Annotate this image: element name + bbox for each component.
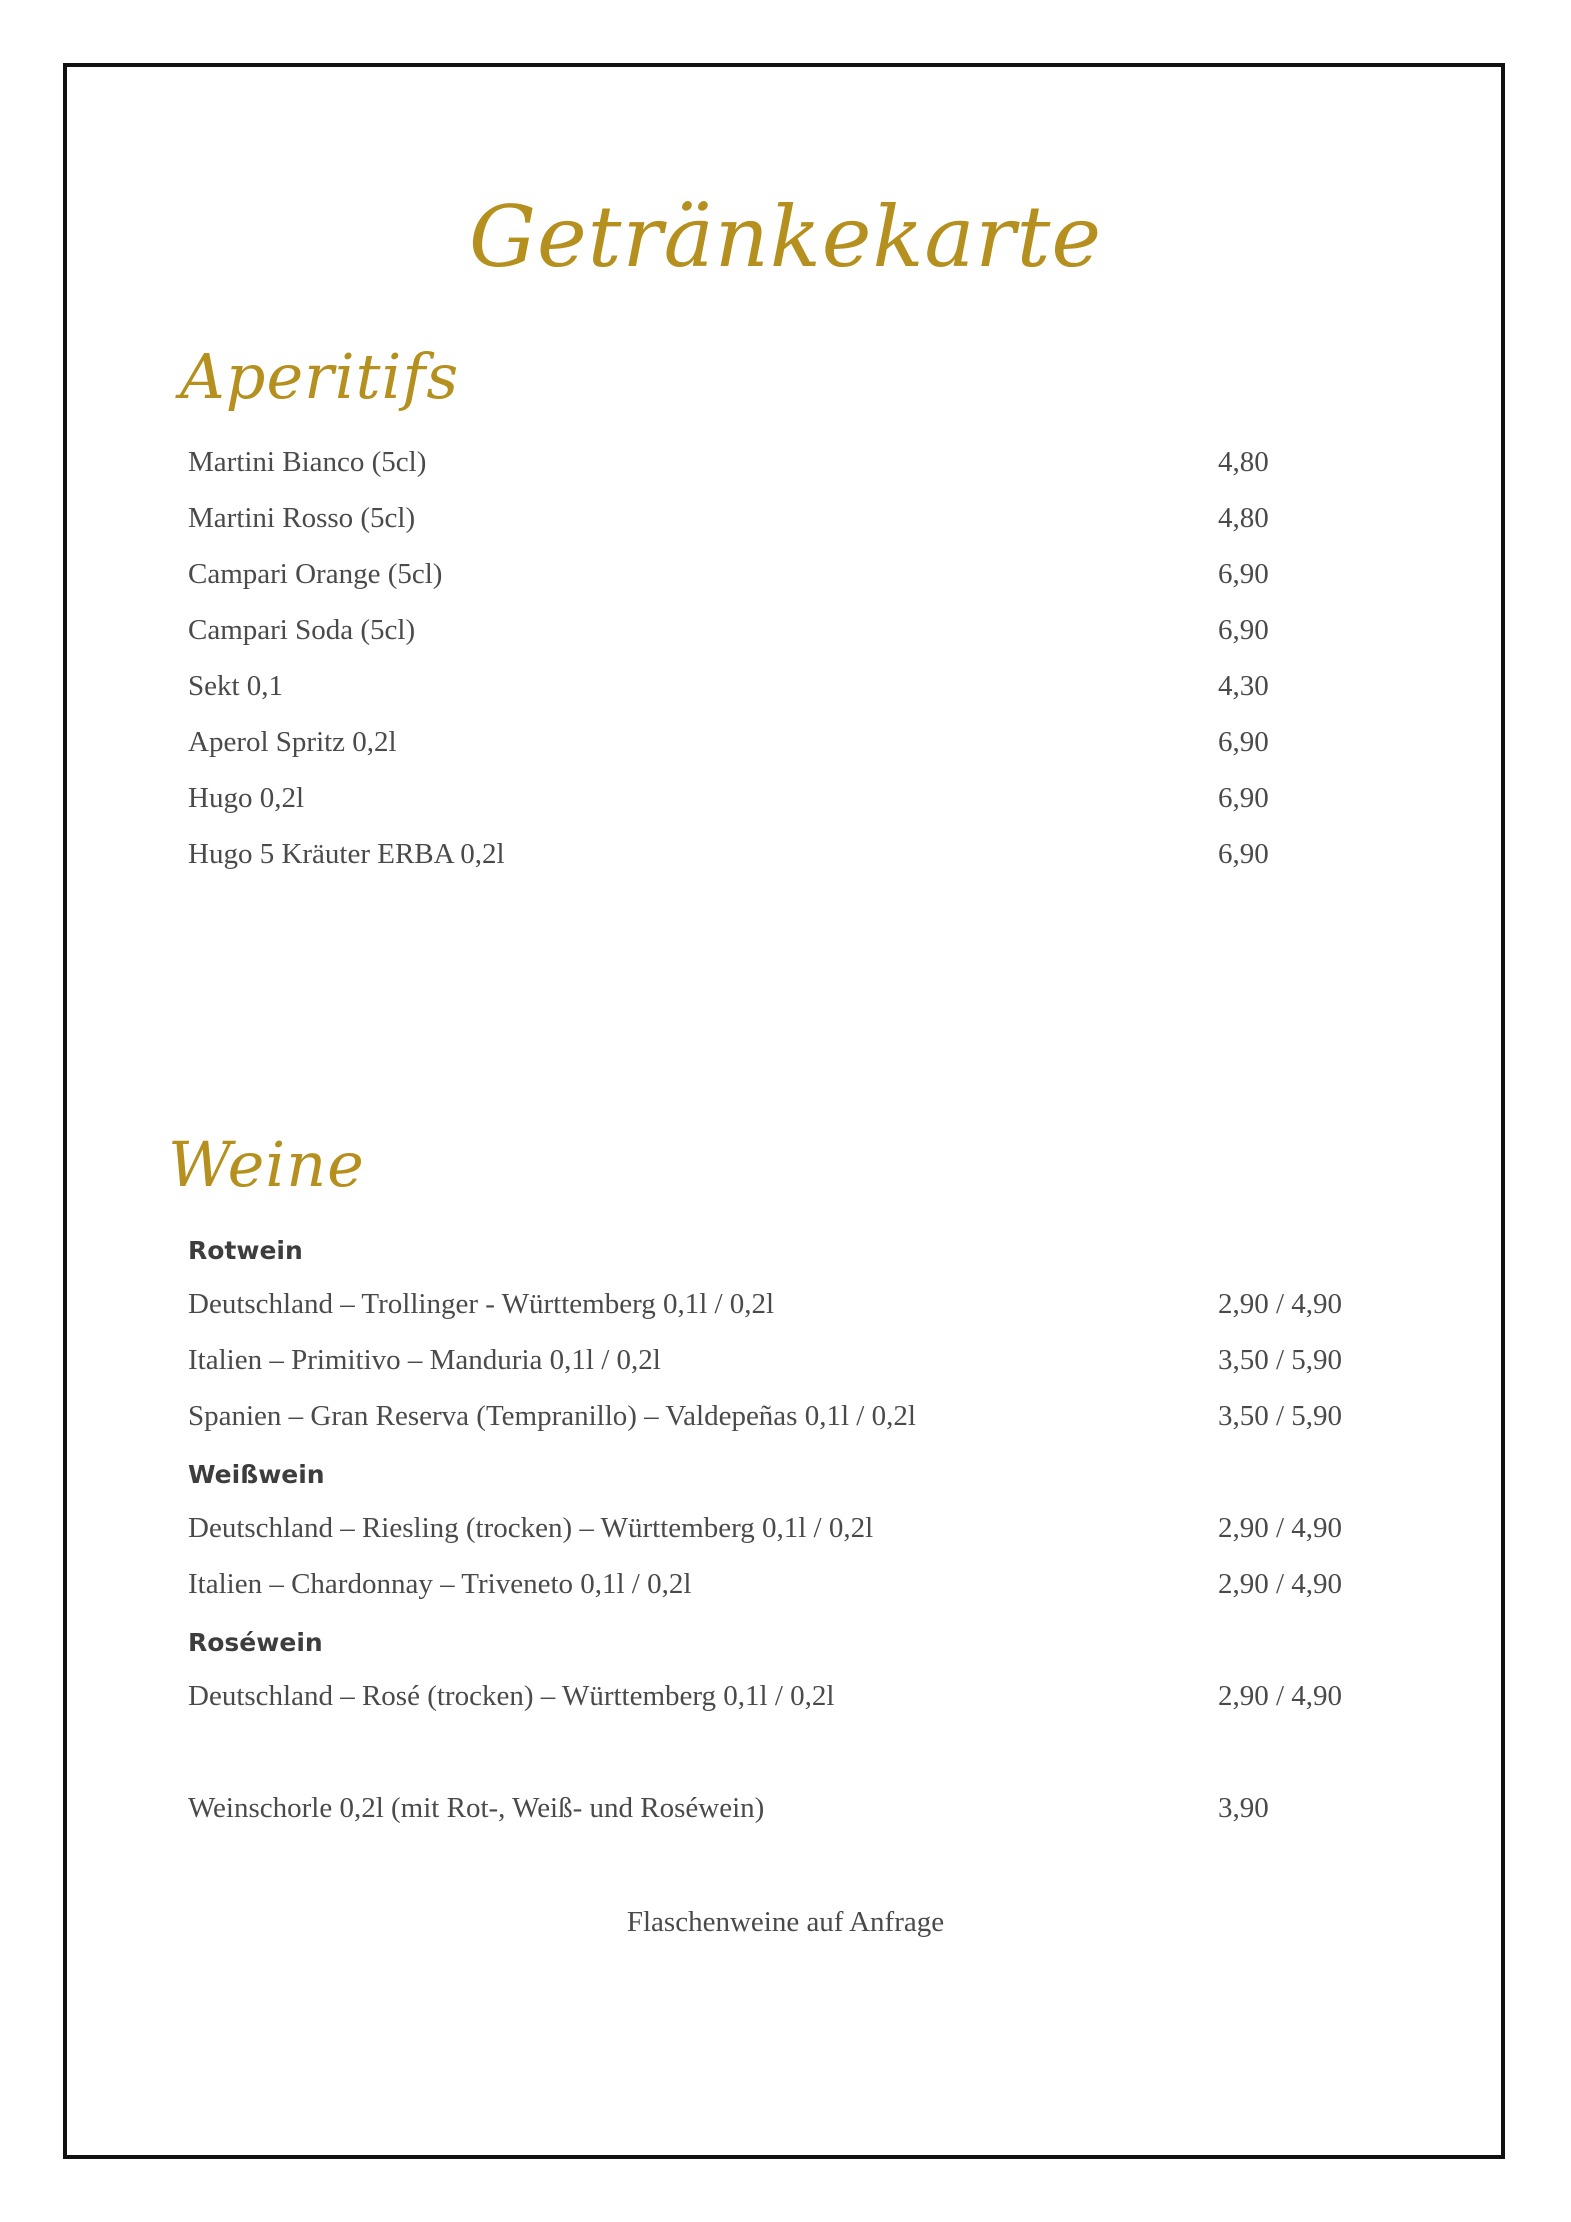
menu-row xyxy=(188,502,1388,542)
menu-row xyxy=(188,838,1388,878)
item-price: 2,90 / 4,90 xyxy=(1218,1568,1343,1600)
menu-row xyxy=(188,558,1388,598)
subheading-rotwein: Rotwein xyxy=(188,1236,303,1265)
subheading-rosewein: Roséwein xyxy=(188,1628,323,1657)
item-price: 3,50 / 5,90 xyxy=(1218,1400,1343,1432)
menu-row xyxy=(188,614,1388,654)
footer-note: Flaschenweine auf Anfrage xyxy=(626,1906,945,1938)
menu-row xyxy=(188,1680,1388,1720)
item-price: 4,30 xyxy=(1218,670,1269,702)
page-title: Getränkekarte xyxy=(468,188,1103,286)
item-name: Deutschland – Rosé (trocken) – Württemberg 0,1l / 0,2l xyxy=(188,1680,835,1712)
menu-row xyxy=(188,1288,1388,1328)
item-price: 2,90 / 4,90 xyxy=(1218,1512,1343,1544)
subheading-weisswein: Weißwein xyxy=(188,1460,325,1489)
menu-row xyxy=(188,1512,1388,1552)
item-price: 2,90 / 4,90 xyxy=(1218,1288,1343,1320)
menu-row-schorle xyxy=(188,1792,1388,1832)
item-name: Hugo 5 Kräuter ERBA 0,2l xyxy=(188,838,505,870)
menu-row xyxy=(188,446,1388,486)
item-price: 6,90 xyxy=(1218,726,1269,758)
section-heading-aperitifs: Aperitifs xyxy=(180,340,460,413)
item-name: Aperol Spritz 0,2l xyxy=(188,726,397,758)
item-price: 4,80 xyxy=(1218,502,1269,534)
item-price: 6,90 xyxy=(1218,838,1269,870)
item-name: Weinschorle 0,2l (mit Rot-, Weiß- und Roséwein) xyxy=(188,1792,765,1824)
item-name: Martini Bianco (5cl) xyxy=(188,446,427,478)
item-name: Hugo 0,2l xyxy=(188,782,304,814)
menu-row xyxy=(188,1568,1388,1608)
item-price: 2,90 / 4,90 xyxy=(1218,1680,1343,1712)
item-price: 3,50 / 5,90 xyxy=(1218,1344,1343,1376)
item-price: 3,90 xyxy=(1218,1792,1269,1824)
item-name: Deutschland – Riesling (trocken) – Württemberg 0,1l / 0,2l xyxy=(188,1512,874,1544)
item-name: Campari Soda (5cl) xyxy=(188,614,416,646)
item-name: Martini Rosso (5cl) xyxy=(188,502,416,534)
menu-row xyxy=(188,670,1388,710)
item-name: Deutschland – Trollinger - Württemberg 0,1l / 0,2l xyxy=(188,1288,775,1320)
item-price: 4,80 xyxy=(1218,446,1269,478)
section-heading-weine: Weine xyxy=(168,1128,365,1201)
item-price: 6,90 xyxy=(1218,614,1269,646)
menu-row xyxy=(188,726,1388,766)
menu-row xyxy=(188,782,1388,822)
item-name: Spanien – Gran Reserva (Tempranillo) – Valdepeñas 0,1l / 0,2l xyxy=(188,1400,916,1432)
item-name: Campari Orange (5cl) xyxy=(188,558,443,590)
item-name: Italien – Chardonnay – Triveneto 0,1l / 0,2l xyxy=(188,1568,692,1600)
menu-row xyxy=(188,1344,1388,1384)
item-name: Sekt 0,1 xyxy=(188,670,284,702)
item-price: 6,90 xyxy=(1218,782,1269,814)
menu-row xyxy=(188,1400,1388,1440)
item-price: 6,90 xyxy=(1218,558,1269,590)
item-name: Italien – Primitivo – Manduria 0,1l / 0,2l xyxy=(188,1344,661,1376)
